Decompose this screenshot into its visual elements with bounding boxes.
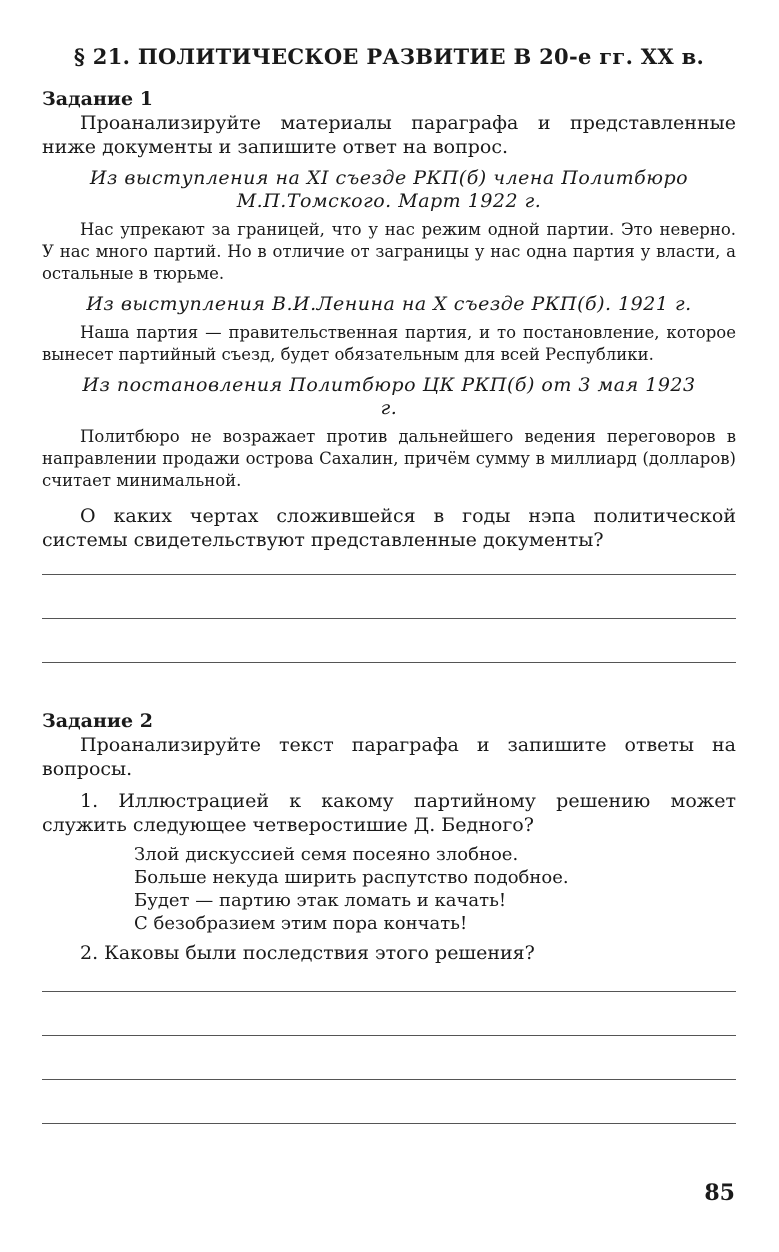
task-2-label: Задание 2 <box>42 710 153 732</box>
task-1 <box>42 87 736 663</box>
task-2-instruction: Проанализируйте текст параграфа и запишите ответы на вопросы. <box>42 734 736 780</box>
task-2-question-1: 1. Иллюстрацией к какому партийному решению может служить следующее четверостишие Д. Бедного? <box>42 790 736 836</box>
textbook-page <box>42 44 736 1124</box>
poem-line: Будет — партию этак ломать и качать! <box>134 890 507 911</box>
poem-line: С безобразием этим пора кончать! <box>134 913 468 934</box>
document-3-source: Из постановления Политбюро ЦК РКП(б) от 3 мая 1923 г. <box>82 374 696 419</box>
task-1-instruction: Проанализируйте материалы параграфа и представленные ниже документы и запишите ответ на вопрос. <box>42 112 736 158</box>
task-2 <box>42 709 736 1124</box>
poem-line: Больше некуда ширить распутство подобное. <box>134 867 569 888</box>
document-2-source: Из выступления В.И.Ленина на X съезде РКП(б). 1921 г. <box>86 293 692 315</box>
document-1-source: Из выступления на XI съезде РКП(б) члена Политбюро М.П.Томского. Март 1922 г. <box>89 167 689 212</box>
document-3-text: Политбюро не возражает против дальнейшего ведения переговоров в направлении продажи острова Сахалин, причём сумму в миллиард (долларов) считает минимальной. <box>42 427 736 490</box>
answer-line[interactable] <box>42 1035 736 1036</box>
document-2-text: Наша партия — правительственная партия, и то постановление, которое вынесет партийный съезд, будет обязательным для всей Республики. <box>42 323 736 364</box>
answer-lines-task-1 <box>42 574 736 663</box>
answer-line[interactable] <box>42 618 736 619</box>
poem-line: Злой дискуссией семя посеяно злобное. <box>134 844 519 865</box>
answer-line[interactable] <box>42 574 736 575</box>
answer-lines-task-2 <box>42 991 736 1124</box>
answer-line[interactable] <box>42 1123 736 1124</box>
page-title: § 21. ПОЛИТИЧЕСКОЕ РАЗВИТИЕ В 20-е гг. XX в. <box>73 44 705 69</box>
task-1-question: О каких чертах сложившейся в годы нэпа политической системы свидетельствуют представленные документы? <box>42 505 736 551</box>
answer-line[interactable] <box>42 1079 736 1080</box>
page-number: 85 <box>704 1180 735 1206</box>
task-2-question-2: 2. Каковы были последствия этого решения? <box>80 942 535 964</box>
task-1-label: Задание 1 <box>42 88 153 110</box>
document-1-text: Нас упрекают за границей, что у нас режим одной партии. Это неверно. У нас много партий. Но в отличие от заграницы у нас одна партия у власти, а остальные в тюрьме. <box>42 220 736 283</box>
answer-line[interactable] <box>42 991 736 992</box>
answer-line[interactable] <box>42 662 736 663</box>
poem-quatrain <box>134 843 736 935</box>
